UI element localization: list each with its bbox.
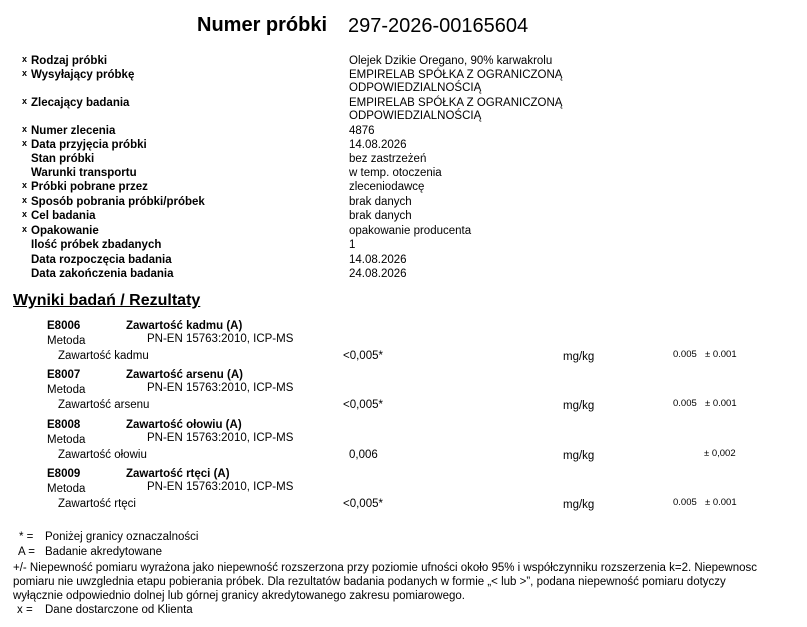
info-row [0,239,807,253]
legend-sym-accredited: A = [18,546,35,558]
unit: mg/kg [563,499,595,511]
method-value: PN-EN 15763:2010, ICP-MS [147,333,294,345]
info-value: opakowanie producenta [349,225,472,237]
info-value: 4876 [349,125,375,137]
method-label: Metoda [47,483,86,495]
info-label: Próbki pobrane przez [31,181,148,193]
sample-number-value: 297-2026-00165604 [348,15,529,37]
result-code: E8006 [47,320,81,332]
client-data-mark: x [22,195,28,205]
uncertainty: ± 0.001 [705,398,737,409]
method-label: Metoda [47,434,86,446]
client-data-mark: x [22,124,28,134]
info-label: Ilość próbek zbadanych [31,239,162,251]
result-value: <0,005* [343,498,383,510]
info-label: Cel badania [31,210,96,222]
result-value: <0,005* [343,399,383,411]
info-row [0,254,807,268]
uncertainty: ± 0.001 [705,497,737,508]
info-row [0,225,807,239]
client-data-mark: x [22,180,28,190]
info-value: bez zastrzeżeń [349,153,427,165]
info-label: Wysyłający próbkę [31,69,135,81]
client-data-mark: x [22,68,28,78]
info-value: EMPIRELAB SPÓŁKA Z OGRANICZONĄ [349,97,563,109]
legend-text-accredited: Badanie akredytowane [45,546,162,558]
unit: mg/kg [563,400,595,412]
info-row [0,55,807,69]
unit: mg/kg [563,351,595,363]
results-section-title: Wyniki badań / Rezultaty [13,292,201,309]
info-value: EMPIRELAB SPÓŁKA Z OGRANICZONĄ [349,69,563,81]
result-value: <0,005* [343,350,383,362]
info-label: Sposób pobrania próbki/próbek [31,196,205,208]
method-value: PN-EN 15763:2010, ICP-MS [147,382,294,394]
method-label: Metoda [47,335,86,347]
method-value: PN-EN 15763:2010, ICP-MS [147,481,294,493]
unit: mg/kg [563,450,595,462]
reported-value: 0.005 [673,497,697,508]
client-data-mark: x [22,138,28,148]
info-value: brak danych [349,196,412,208]
info-value: ODPOWIEDZIALNOŚCIĄ [349,82,482,94]
info-label: Zlecający badania [31,97,130,109]
info-row [0,181,807,195]
parameter-name: Zawartość arsenu [58,399,150,411]
info-row [0,268,807,282]
client-data-mark: x [22,54,28,64]
parameter-name: Zawartość kadmu [58,350,149,362]
info-label: Data rozpoczęcia badania [31,254,172,266]
result-name: Zawartość kadmu (A) [126,320,243,332]
reported-value: 0.005 [673,398,697,409]
result-code: E8009 [47,468,81,480]
uncertainty-note-line: +/- Niepewność pomiaru wyrażona jako niepewność rozszerzona przy poziomie ufności około 95% i współczynniku rozszerzenia k=2. Niepewnosc [13,562,758,574]
info-value: 1 [349,239,356,251]
info-row [0,125,807,139]
client-legend-sym: x = [17,604,33,616]
result-name: Zawartość ołowiu (A) [126,419,242,431]
info-label: Rodzaj próbki [31,55,108,67]
info-row [0,210,807,224]
sample-number-label: Numer próbki [197,14,328,36]
info-value: ODPOWIEDZIALNOŚCIĄ [349,110,482,122]
info-value: Olejek Dzikie Oregano, 90% karwakrolu [349,55,553,67]
info-label: Stan próbki [31,153,95,165]
client-data-mark: x [22,224,28,234]
info-label: Data zakończenia badania [31,268,174,280]
info-label: Data przyjęcia próbki [31,139,147,151]
info-label: Opakowanie [31,225,99,237]
info-row [0,153,807,167]
result-value: 0,006 [349,449,378,461]
info-row [0,196,807,210]
client-data-mark: x [22,209,28,219]
uncertainty: ± 0.001 [705,349,737,360]
legend-text-below-loq: Poniżej granicy oznaczalności [45,531,199,543]
info-label: Numer zlecenia [31,125,116,137]
result-name: Zawartość rtęci (A) [126,468,230,480]
info-row [0,68,807,94]
info-value: 14.08.2026 [349,139,407,151]
info-row [0,139,807,153]
result-name: Zawartość arsenu (A) [126,369,243,381]
info-label: Warunki transportu [31,167,137,179]
info-value: w temp. otoczenia [349,167,442,179]
info-value: 24.08.2026 [349,268,407,280]
info-row [0,96,807,122]
result-code: E8008 [47,419,81,431]
result-code: E8007 [47,369,81,381]
client-legend-text: Dane dostarczone od Klienta [45,604,193,616]
uncertainty: ± 0,002 [704,448,736,459]
legend-sym-below-loq: * = [19,531,34,543]
info-row [0,167,807,181]
info-value: brak danych [349,210,412,222]
info-value: zleceniodawcę [349,181,425,193]
reported-value: 0.005 [673,349,697,360]
info-value: 14.08.2026 [349,254,407,266]
method-value: PN-EN 15763:2010, ICP-MS [147,432,294,444]
parameter-name: Zawartość rtęci [58,498,136,510]
method-label: Metoda [47,384,86,396]
parameter-name: Zawartość ołowiu [58,449,147,461]
client-data-mark: x [22,96,28,106]
uncertainty-note-line: wyłącznie odpowiednio dolnej lub górnej granicy akredytowanego zakresu pomiarowego. [13,590,465,602]
uncertainty-note-line: pomiaru nie uwzglednia etapu pobierania próbek. Dla rezultatów badania podanych w formie „< lub >”, podana niepewność pomiaru dotyczy [13,576,726,588]
